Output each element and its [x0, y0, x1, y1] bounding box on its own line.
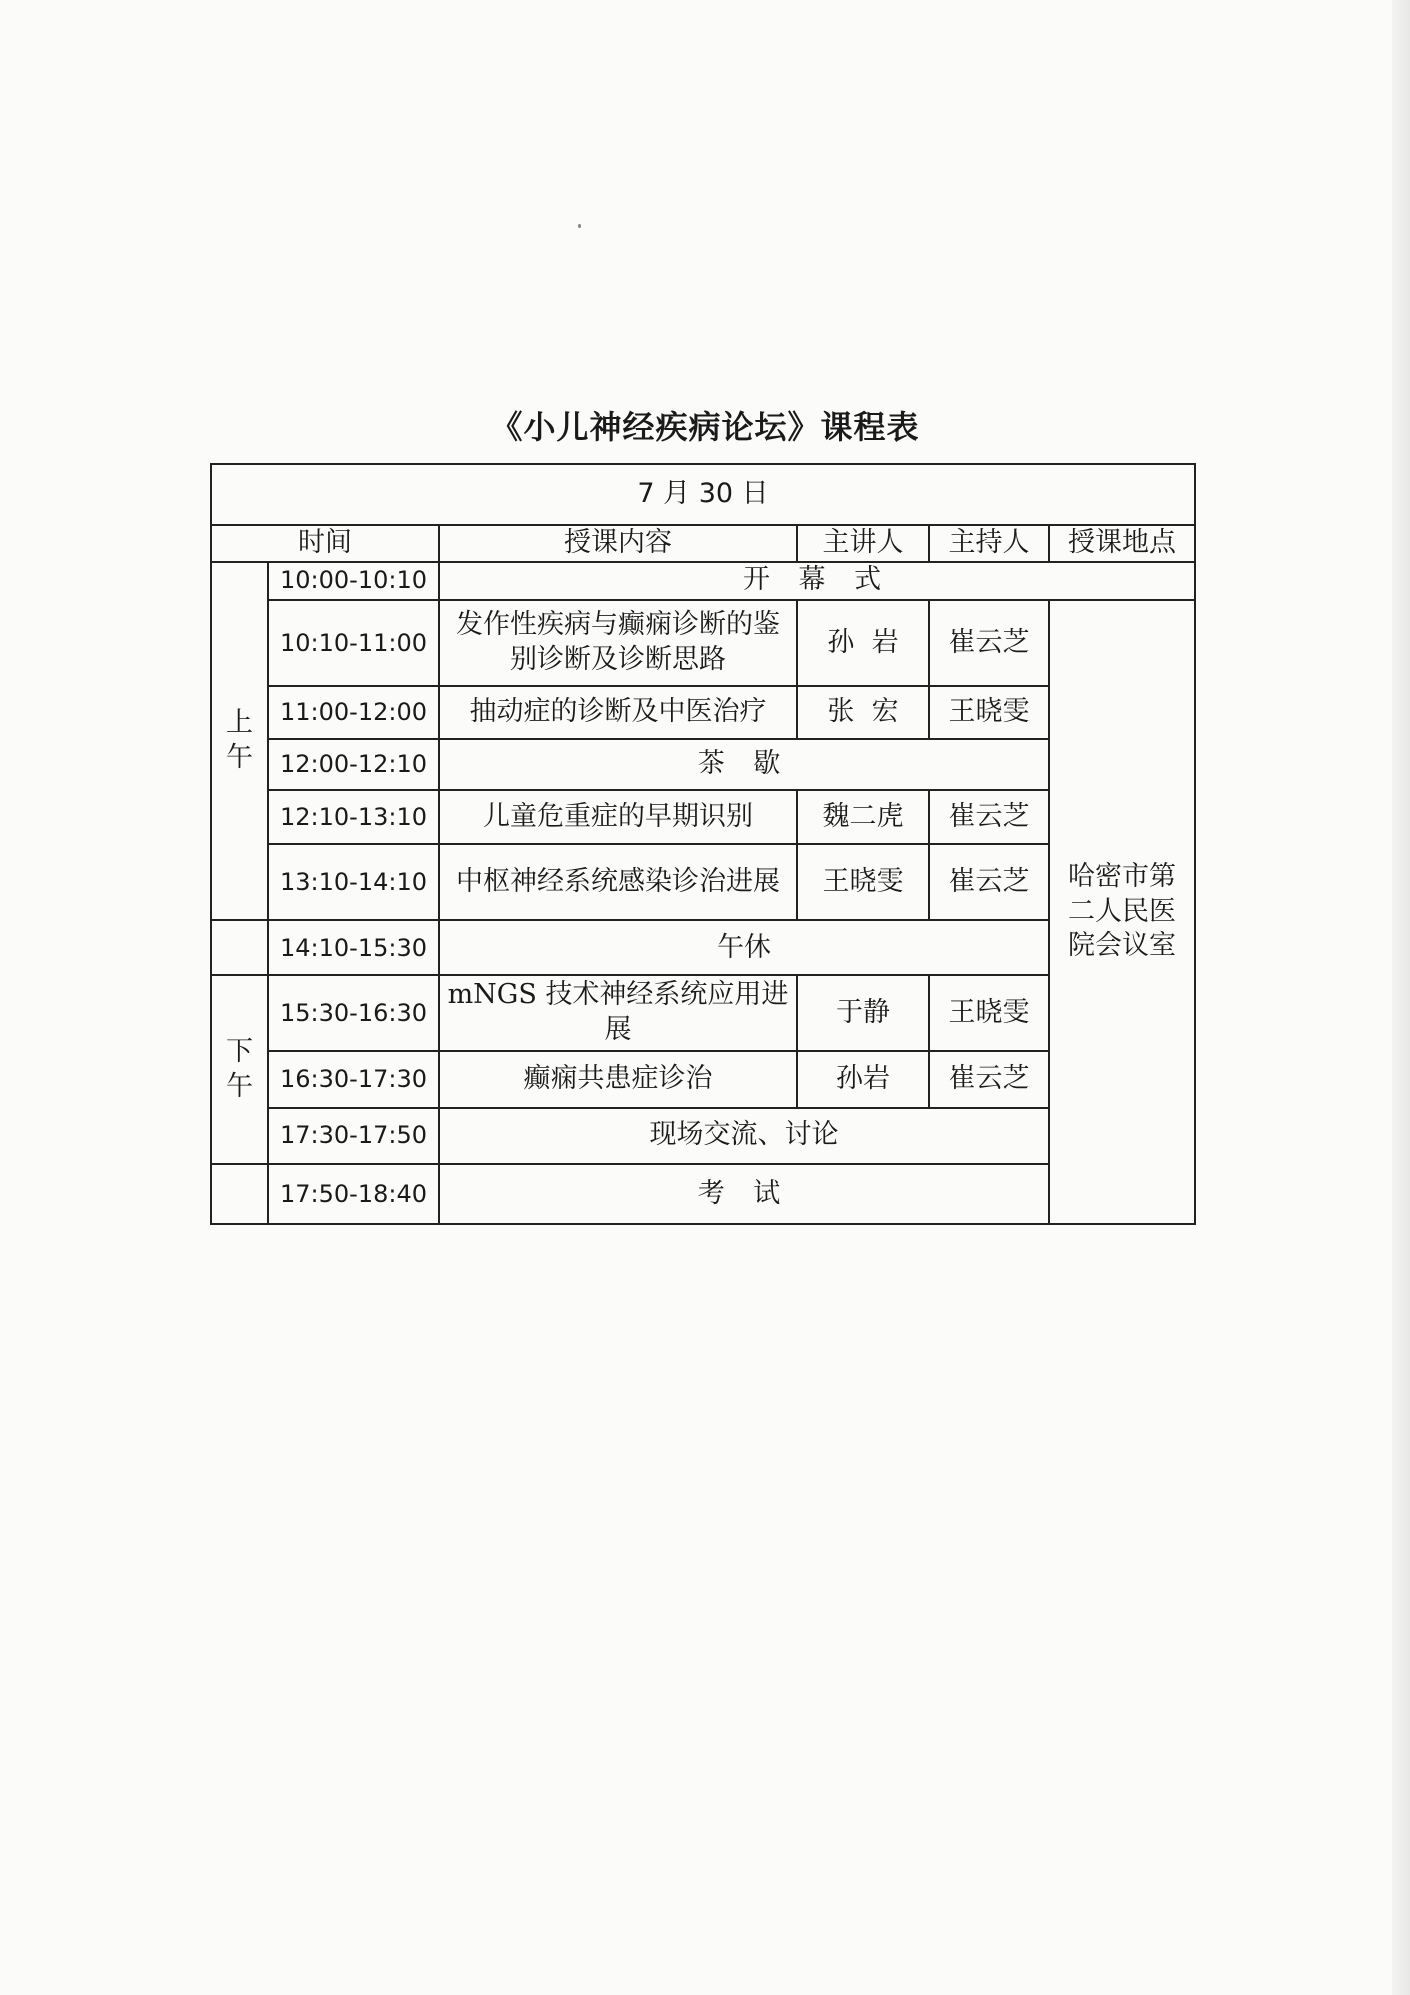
- date-cell: 7 月 30 日: [211, 464, 1195, 525]
- host-cell: 崔云芝: [929, 790, 1049, 844]
- course-schedule-table: [210, 463, 1196, 1225]
- speaker-cell: 张 宏: [797, 686, 929, 739]
- header-speaker: 主讲人: [797, 525, 929, 562]
- table-row: [211, 920, 1195, 975]
- location-cell: 哈密市第二人民医院会议室: [1049, 600, 1195, 1224]
- content-cell: 癫痫共患症诊治: [439, 1051, 797, 1108]
- document-title: 《小儿神经疾病论坛》课程表: [490, 408, 920, 446]
- content-cell: 午休: [439, 920, 1049, 975]
- content-cell: 发作性疾病与癫痫诊断的鉴别诊断及诊断思路: [439, 600, 797, 686]
- table-row: [211, 562, 1195, 600]
- header-content: 授课内容: [439, 525, 797, 562]
- host-cell: 王晓雯: [929, 975, 1049, 1050]
- content-cell: 抽动症的诊断及中医治疗: [439, 686, 797, 739]
- scan-speck: [578, 224, 581, 228]
- speaker-cell: 孙岩: [797, 1051, 929, 1108]
- time-cell: 11:00-12:00: [268, 686, 439, 739]
- period-empty: [211, 1164, 268, 1224]
- table-row: [211, 975, 1195, 1050]
- content-cell: 开 幕 式: [439, 562, 1195, 600]
- speaker-cell: 王晓雯: [797, 844, 929, 920]
- speaker-cell: 魏二虎: [797, 790, 929, 844]
- time-cell: 13:10-14:10: [268, 844, 439, 920]
- content-cell: 考 试: [439, 1164, 1049, 1224]
- header-location: 授课地点: [1049, 525, 1195, 562]
- time-cell: 16:30-17:30: [268, 1051, 439, 1108]
- table-row: [211, 600, 1195, 686]
- table-row: [211, 1108, 1195, 1164]
- host-cell: 崔云芝: [929, 1051, 1049, 1108]
- period-morning: 上午: [211, 562, 268, 921]
- table-row: [211, 844, 1195, 920]
- time-cell: 10:00-10:10: [268, 562, 439, 600]
- host-cell: 崔云芝: [929, 600, 1049, 686]
- table-row: [211, 1051, 1195, 1108]
- content-cell: 现场交流、讨论: [439, 1108, 1049, 1164]
- time-cell: 10:10-11:00: [268, 600, 439, 686]
- time-cell: 17:30-17:50: [268, 1108, 439, 1164]
- table-row: [211, 790, 1195, 844]
- header-row: [211, 525, 1195, 562]
- page-edge-shadow: [1392, 0, 1410, 1995]
- table-row: [211, 1164, 1195, 1224]
- content-cell: 茶 歇: [439, 739, 1049, 790]
- header-time: 时间: [211, 525, 439, 562]
- table-row: [211, 686, 1195, 739]
- speaker-cell: 于静: [797, 975, 929, 1050]
- content-cell: 中枢神经系统感染诊治进展: [439, 844, 797, 920]
- host-cell: 崔云芝: [929, 844, 1049, 920]
- time-cell: 14:10-15:30: [268, 920, 439, 975]
- speaker-cell: 孙 岩: [797, 600, 929, 686]
- time-cell: 15:30-16:30: [268, 975, 439, 1050]
- period-afternoon: 下午: [211, 975, 268, 1163]
- host-cell: 王晓雯: [929, 686, 1049, 739]
- header-host: 主持人: [929, 525, 1049, 562]
- content-cell: 儿童危重症的早期识别: [439, 790, 797, 844]
- table-row: [211, 739, 1195, 790]
- time-cell: 12:10-13:10: [268, 790, 439, 844]
- time-cell: 12:00-12:10: [268, 739, 439, 790]
- date-row: [211, 464, 1195, 525]
- time-cell: 17:50-18:40: [268, 1164, 439, 1224]
- content-cell: mNGS 技术神经系统应用进展: [439, 975, 797, 1050]
- period-empty: [211, 920, 268, 975]
